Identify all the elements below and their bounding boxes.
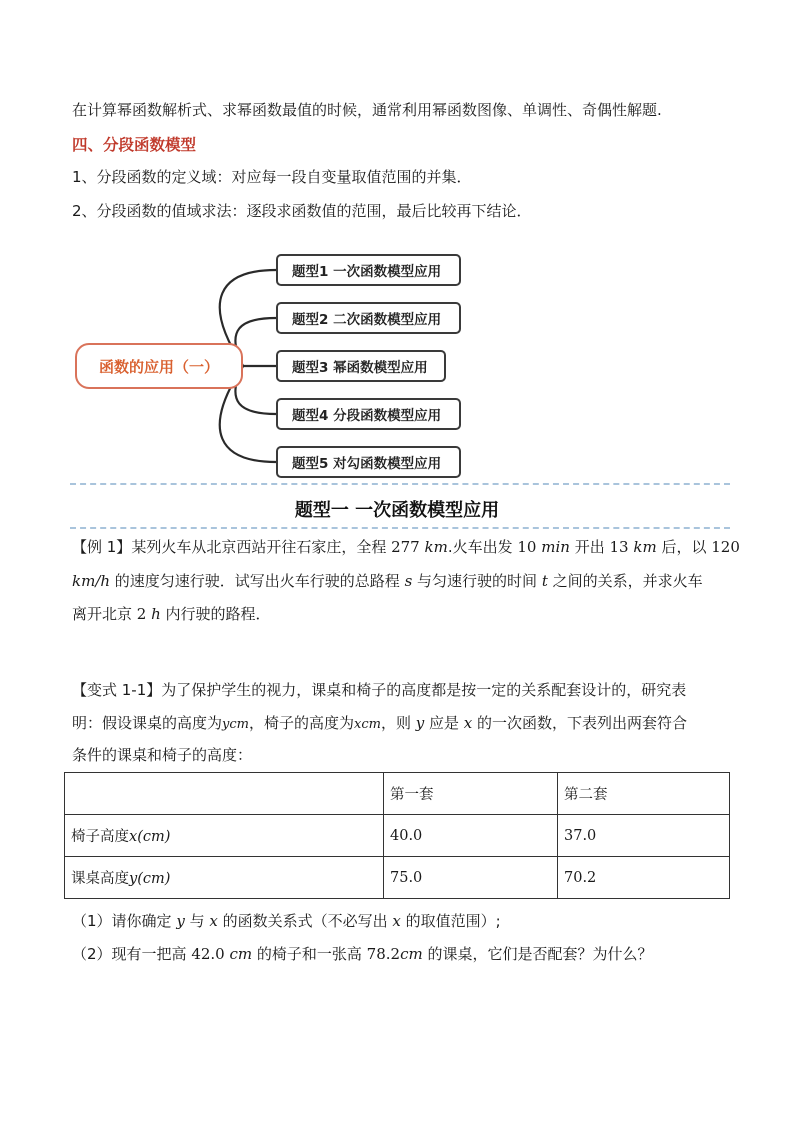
example-text: 的速度匀速行驶．试写出火车行驶的总路程 [110,572,405,590]
table-cell: 70.2 [558,857,730,899]
variant-line-1 [72,680,686,700]
section-item-1: 1、分段函数的定义域：对应每一段自变量取值范围的并集． [72,168,472,186]
table-row [65,857,730,899]
var-xcm: xcm [353,717,381,732]
table-header-cell: 第二套 [558,773,730,815]
unit-km: km [633,538,657,556]
row-label-chair [65,815,384,857]
example-text: 与匀速行驶的时间 [412,572,542,590]
variant-text: 应是 [424,714,464,732]
example-line-2 [72,571,703,591]
value-10: 10 [517,538,537,556]
question-text: 的函数关系式（不必写出 [217,912,393,930]
question-1 [72,911,501,931]
variant-line-2 [72,713,687,735]
mindmap-branch-4: 题型4 分段函数模型应用 [276,398,461,430]
table-cell: 75.0 [384,857,558,899]
variant-text: ，椅子的高度为 [248,714,354,732]
table-header-cell: 第一套 [384,773,558,815]
value-78: 78.2 [366,945,401,963]
divider-top [70,483,730,485]
mindmap-branch-1: 题型1 一次函数模型应用 [276,254,461,286]
question-2 [72,944,652,964]
unit-min: min [541,538,570,556]
intro-paragraph: 在计算幂函数解析式、求幂函数最值的时候，通常利用幂函数图像、单调性、奇偶性解题. [72,101,662,119]
variant-text: ，则 [380,714,416,732]
mindmap-branch-5: 题型5 对勾函数模型应用 [276,446,461,478]
example-text: 某列火车从北京西站开往石家庄，全程 [131,538,392,556]
variable-x: x [209,912,218,930]
question-text: 的椅子和一张高 [252,945,367,963]
variant-tag: 【变式 1-1】 [72,681,162,699]
table-header-cell [65,773,384,815]
question-text: 的取值范围）; [400,912,501,930]
question-text: 的课桌，它们是否配套？为什么？ [422,945,653,963]
variant-line-3: 条件的课桌和椅子的高度： [72,746,253,764]
unit-cm: cm [400,945,423,963]
question-text: 与 [184,912,210,930]
value-277: 277 [391,538,420,556]
table-row [65,815,730,857]
question-text: （1）请你确定 [72,912,177,930]
row-label-text: 椅子高度 [71,829,129,845]
variable-x: x [463,714,473,732]
row-var: y [129,871,138,887]
table-header-row [65,773,730,815]
value-42: 42.0 [191,945,225,963]
example-tag: 【例 1】 [72,538,132,556]
section-heading: 四、分段函数模型 [72,136,197,154]
variant-text: 明：假设课桌的高度为 [72,714,223,732]
question-text: （2）现有一把高 [72,945,192,963]
unit-h: h [151,605,161,623]
example-text: .火车出发 [447,538,518,556]
example-text: 内行驶的路程． [160,605,271,623]
unit-cm: cm [229,945,253,963]
row-var: x [129,829,138,845]
variable-y: y [415,714,425,732]
example-line-3 [72,604,271,624]
mindmap-branch-3: 题型3 幂函数模型应用 [276,350,446,382]
value-120: 120 [711,538,740,556]
unit-kmh: km/h [72,572,111,590]
variant-text: 的一次函数，下表列出两套符合 [472,714,687,732]
example-text: 后，以 [656,538,712,556]
variant-text: 为了保护学生的视力，课桌和椅子的高度都是按一定的关系配套设计的，研究表 [161,681,687,699]
example-text: 之间的关系，并求火车 [547,572,703,590]
divider-bottom [70,527,730,529]
unit-km: km [424,538,448,556]
variable-x: x [392,912,401,930]
mindmap-branch-2: 题型2 二次函数模型应用 [276,302,461,334]
row-unit: (cm) [137,871,171,887]
topic-title: 题型一 一次函数模型应用 [294,500,500,521]
section-item-2: 2、分段函数的值域求法：逐段求函数值的范围，最后比较再下结论． [72,202,532,220]
variable-t: t [541,572,548,590]
var-ycm: ycm [222,717,249,732]
example-text: 开出 [569,538,610,556]
table-cell: 40.0 [384,815,558,857]
variable-s: s [404,572,413,590]
example-line-1 [72,537,740,557]
value-2: 2 [136,605,147,623]
table-cell: 37.0 [558,815,730,857]
row-label-desk [65,857,384,899]
value-13: 13 [609,538,629,556]
height-table [64,772,730,899]
mindmap-root: 函数的应用（一） [75,343,243,389]
example-text: 离开北京 [72,605,137,623]
row-label-text: 课桌高度 [71,871,129,887]
variable-y: y [176,912,185,930]
row-unit: (cm) [137,829,171,845]
